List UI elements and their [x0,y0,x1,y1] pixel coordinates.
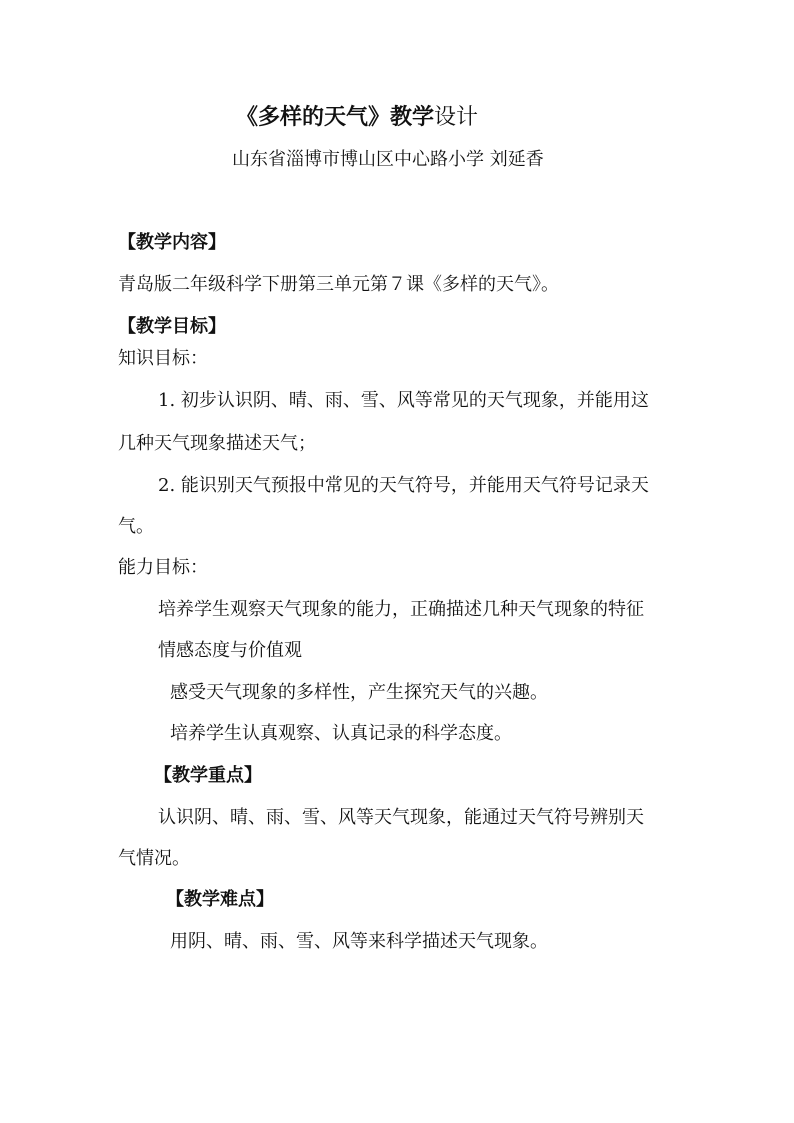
title-bold-part: 《多样的天气》教学 [236,104,435,130]
difficulty-heading: 【教学难点】 [166,889,274,910]
goal-1-line-2: 几种天气现象描述天气； [118,433,316,454]
key-points-line-2: 气情况。 [118,848,190,869]
emotion-goals-text-1: 感受天气现象的多样性，产生探究天气的兴趣。 [170,682,548,703]
content-text: 青岛版二年级科学下册第三单元第７课《多样的天气》。 [118,274,559,295]
goal-2-line-1: 2. 能识别天气预报中常见的天气符号，并能用天气符号记录天 [158,475,649,496]
difficulty-text: 用阴、晴、雨、雪、风等来科学描述天气现象。 [170,931,548,952]
goal-1-line-1: 1. 初步认识阴、晴、雨、雪、风等常见的天气现象，并能用这 [158,390,649,411]
key-points-heading: 【教学重点】 [154,765,262,786]
goals-heading: 【教学目标】 [118,316,226,337]
goal-2-line-2: 气。 [118,516,154,537]
ability-goals-label: 能力目标： [118,557,208,578]
knowledge-goals-label: 知识目标： [118,348,208,369]
content-heading: 【教学内容】 [118,232,226,253]
document-title [236,103,478,132]
author-line: 山东省淄博市博山区中心路小学 刘延香 [232,149,544,170]
ability-goals-text: 培养学生观察天气现象的能力，正确描述几种天气现象的特征 [158,599,644,620]
emotion-goals-label: 情感态度与价值观 [158,640,302,661]
key-points-line-1: 认识阴、晴、雨、雪、风等天气现象，能通过天气符号辨别天 [158,807,644,828]
title-normal-part: 设计 [434,105,479,130]
emotion-goals-text-2: 培养学生认真观察、认真记录的科学态度。 [170,723,512,744]
